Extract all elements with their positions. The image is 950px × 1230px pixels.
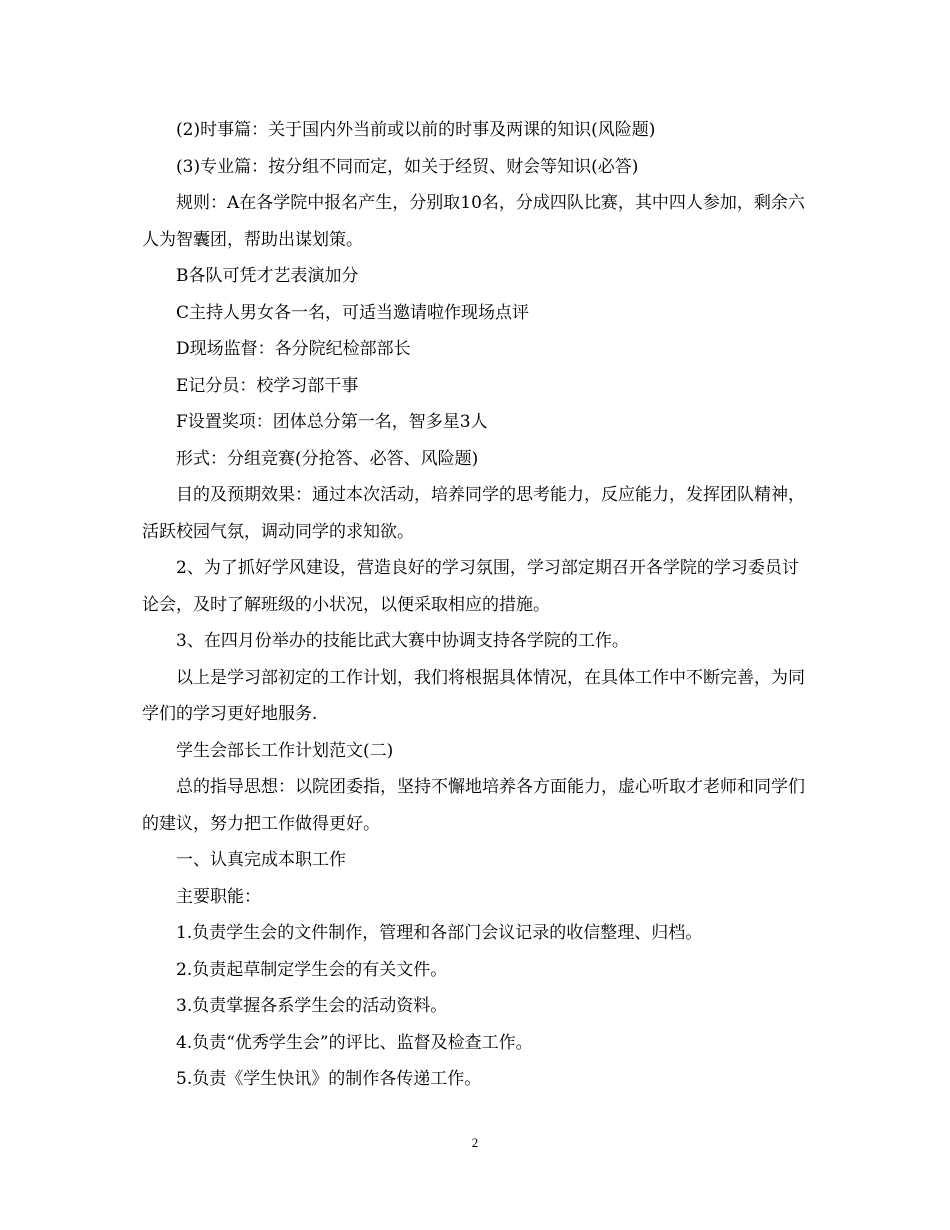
paragraph-rule-d: D现场监督：各分院纪检部部长 xyxy=(176,339,411,359)
paragraph-main-duties: 主要职能： xyxy=(176,886,261,907)
paragraph-rules: 规则：A在各学院中报名产生，分别取10名，分成四队比赛，其中四人参加，剩余六人为智囊团，帮助出谋划策。 xyxy=(142,193,805,250)
duty-item-5: 5.负责《学生快讯》的制作各传递工作。 xyxy=(176,1069,482,1089)
duty-item-3: 3.负责掌握各系学生会的活动资料。 xyxy=(176,996,448,1016)
page-number: 2 xyxy=(471,1135,479,1150)
paragraph-professional: (3)专业篇：按分组不同而定，如关于经贸、财会等知识(必答) xyxy=(176,156,639,177)
paragraph-item-2: 2、为了抓好学风建设，营造良好的学习氛围，学习部定期召开各学院的学习委员讨论会，及时了解班级的小状况，以便采取相应的措施。 xyxy=(142,558,799,615)
paragraph-format: 形式：分组竞赛(分抢答、必答、风险题) xyxy=(176,448,479,469)
paragraph-guiding-thought: 总的指导思想：以院团委指，坚持不懈地培养各方面能力，虚心听取才老师和同学们的建议，努力把工作做得更好。 xyxy=(142,777,805,834)
paragraph-rule-f: F设置奖项：团体总分第一名，智多星3人 xyxy=(176,412,488,432)
paragraph-rule-e: E记分员：校学习部干事 xyxy=(176,375,359,396)
subsection-heading: 一、认真完成本职工作 xyxy=(176,850,346,870)
section-heading: 学生会部长工作计划范文(二) xyxy=(176,740,394,761)
paragraph-summary: 以上是学习部初定的工作计划，我们将根据具体情况，在具体工作中不断完善，为同学们的学习更好地服务. xyxy=(142,667,805,724)
paragraph-rule-b: B各队可凭才艺表演加分 xyxy=(176,266,359,286)
paragraph-rule-c: C主持人男女各一名，可适当邀请啦作现场点评 xyxy=(176,302,530,323)
paragraph-current-affairs: (2)时事篇：关于国内外当前或以前的时事及两课的知识(风险题) xyxy=(176,120,656,140)
duty-item-1: 1.负责学生会的文件制作，管理和各部门会议记录的收信整理、归档。 xyxy=(176,923,703,943)
duty-item-2: 2.负责起草制定学生会的有关文件。 xyxy=(176,959,448,980)
paragraph-purpose: 目的及预期效果：通过本次活动，培养同学的思考能力，反应能力，发挥团队精神，活跃校园气氛，调动同学的求知欲。 xyxy=(142,485,805,542)
document-body xyxy=(142,112,812,1098)
paragraph-item-3: 3、在四月份举办的技能比武大赛中协调支持各学院的工作。 xyxy=(176,631,629,651)
duty-item-4: 4.负责“优秀学生会”的评比、监督及检查工作。 xyxy=(176,1032,533,1053)
